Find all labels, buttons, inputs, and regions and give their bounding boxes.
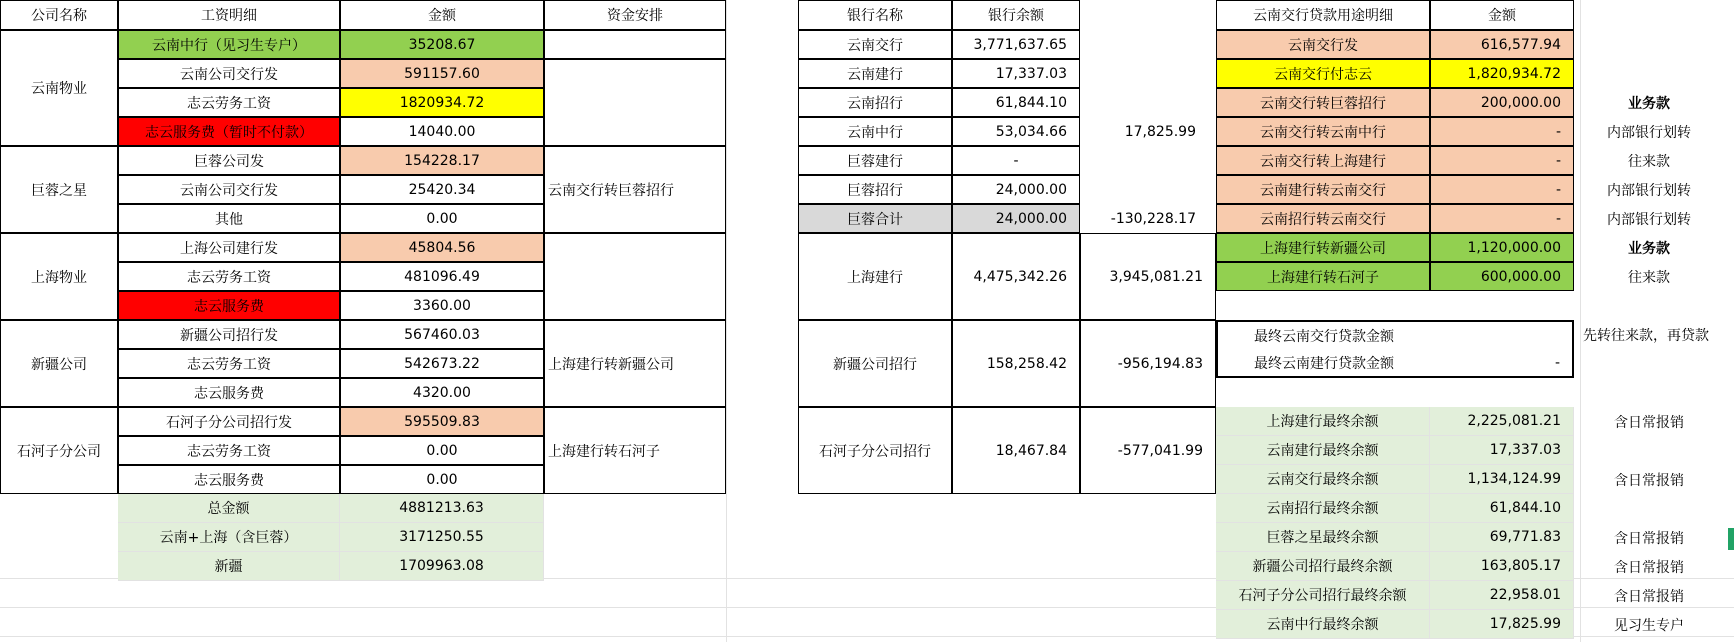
final-balance-amount[interactable]: 163,805.17: [1430, 552, 1574, 581]
total-amount-cell[interactable]: 1709963.08: [340, 552, 544, 581]
bank-balance-cell[interactable]: 24,000.00: [952, 204, 1080, 233]
final-balance-label[interactable]: 新疆公司招行最终余额: [1216, 552, 1430, 581]
amount-cell[interactable]: 14040.00: [340, 117, 544, 146]
final-balance-amount[interactable]: 69,771.83: [1430, 523, 1574, 552]
final-balance-label[interactable]: 云南交行最终余额: [1216, 465, 1430, 494]
detail-cell[interactable]: 志云服务费（暂时不付款）: [118, 117, 340, 146]
header-bank-balance[interactable]: 银行余额: [952, 0, 1080, 30]
detail-cell[interactable]: 其他: [118, 204, 340, 233]
final-balance-label[interactable]: 云南招行最终余额: [1216, 494, 1430, 523]
final-balance-note[interactable]: 含日常报销: [1614, 559, 1684, 576]
company-cell[interactable]: 上海物业: [0, 233, 118, 320]
bank-name-cell[interactable]: 巨蓉合计: [798, 204, 952, 233]
arrangement-cell[interactable]: 云南交行转巨蓉招行: [544, 146, 726, 233]
detail-cell[interactable]: 云南公司交行发: [118, 59, 340, 88]
loan-usage-cell[interactable]: 云南交行转上海建行: [1216, 146, 1430, 175]
loan-amount-cell[interactable]: 200,000.00: [1430, 88, 1574, 117]
final-balance-note[interactable]: 含日常报销: [1614, 414, 1684, 431]
loan-usage-cell[interactable]: 云南交行转云南中行: [1216, 117, 1430, 146]
final-loan-label[interactable]: 最终云南建行贷款金额: [1254, 355, 1394, 372]
arrangement-cell[interactable]: [544, 233, 726, 320]
final-balance-note[interactable]: [1574, 494, 1724, 523]
amount-cell[interactable]: 1820934.72: [340, 88, 544, 117]
header-amount[interactable]: 金额: [340, 0, 544, 30]
amount-cell[interactable]: 595509.83: [340, 407, 544, 436]
loan-amount-cell[interactable]: 1,820,934.72: [1430, 59, 1574, 88]
detail-cell[interactable]: 新疆公司招行发: [118, 320, 340, 349]
bank-name-cell[interactable]: 云南招行: [798, 88, 952, 117]
loan-note-cell[interactable]: 业务款: [1628, 240, 1670, 257]
final-balance-label[interactable]: 巨蓉之星最终余额: [1216, 523, 1430, 552]
final-balance-amount[interactable]: 61,844.10: [1430, 494, 1574, 523]
gridline: [726, 0, 727, 642]
detail-cell[interactable]: 石河子分公司招行发: [118, 407, 340, 436]
loan-note-cell[interactable]: 内部银行划转: [1607, 211, 1691, 228]
bank-name-cell[interactable]: 巨蓉招行: [798, 175, 952, 204]
amount-cell[interactable]: 25420.34: [340, 175, 544, 204]
bank-balance-cell[interactable]: 18,467.84: [952, 407, 1080, 494]
bank-diff-cell[interactable]: 3,945,081.21: [1080, 233, 1216, 320]
bank-balance-cell[interactable]: 3,771,637.65: [952, 30, 1080, 59]
loan-amount-cell[interactable]: -: [1430, 146, 1574, 175]
company-cell[interactable]: 云南物业: [0, 30, 118, 146]
bank-balance-cell[interactable]: 17,337.03: [952, 59, 1080, 88]
total-label-cell[interactable]: 新疆: [118, 552, 340, 581]
amount-cell[interactable]: 45804.56: [340, 233, 544, 262]
amount-cell[interactable]: 0.00: [340, 436, 544, 465]
detail-cell[interactable]: 云南公司交行发: [118, 175, 340, 204]
final-loan-amount[interactable]: -: [1554, 354, 1560, 371]
bank-diff-cell[interactable]: -577,041.99: [1080, 407, 1216, 494]
header-salary-detail[interactable]: 工资明细: [118, 0, 340, 30]
bank-name-cell[interactable]: 上海建行: [798, 233, 952, 320]
loan-amount-cell[interactable]: 616,577.94: [1430, 30, 1574, 59]
loan-note-cell[interactable]: 往来款: [1628, 153, 1670, 170]
fill-handle[interactable]: [1728, 528, 1734, 550]
detail-cell[interactable]: 志云劳务工资: [118, 88, 340, 117]
final-balance-note[interactable]: 见习生专户: [1614, 617, 1684, 634]
detail-cell[interactable]: 巨蓉公司发: [118, 146, 340, 175]
detail-cell[interactable]: 志云劳务工资: [118, 262, 340, 291]
bank-name-cell[interactable]: 云南交行: [798, 30, 952, 59]
loan-usage-cell[interactable]: 云南招行转云南交行: [1216, 204, 1430, 233]
company-cell[interactable]: 巨蓉之星: [0, 146, 118, 233]
bank-balance-cell[interactable]: -: [952, 146, 1080, 175]
bank-balance-cell[interactable]: 24,000.00: [952, 175, 1080, 204]
final-balance-amount[interactable]: 1,134,124.99: [1430, 465, 1574, 494]
header-loan-amount[interactable]: 金额: [1430, 0, 1574, 30]
company-cell[interactable]: 新疆公司: [0, 320, 118, 407]
header-bank-name[interactable]: 银行名称: [798, 0, 952, 30]
detail-cell[interactable]: 志云劳务工资: [118, 436, 340, 465]
header-company-name[interactable]: 公司名称: [0, 0, 118, 30]
bank-balance-cell[interactable]: 4,475,342.26: [952, 233, 1080, 320]
bank-balance-cell[interactable]: 158,258.42: [952, 320, 1080, 407]
loan-usage-cell[interactable]: 云南建行转云南交行: [1216, 175, 1430, 204]
header-fund-arrangement[interactable]: 资金安排: [544, 0, 726, 30]
total-amount-cell[interactable]: 3171250.55: [340, 523, 544, 552]
amount-cell[interactable]: 567460.03: [340, 320, 544, 349]
final-loan-label[interactable]: 最终云南交行贷款金额: [1254, 328, 1394, 345]
loan-usage-cell[interactable]: 云南交行转巨蓉招行: [1216, 88, 1430, 117]
final-balance-label[interactable]: 云南建行最终余额: [1216, 436, 1430, 465]
bank-diff-cell[interactable]: 17,825.99: [1124, 123, 1196, 140]
final-loan-note[interactable]: 先转往来款，再贷款: [1583, 327, 1709, 344]
final-balance-amount[interactable]: 17,825.99: [1430, 610, 1574, 639]
amount-cell[interactable]: 542673.22: [340, 349, 544, 378]
company-cell[interactable]: 石河子分公司: [0, 407, 118, 494]
loan-usage-cell[interactable]: 云南交行发: [1216, 30, 1430, 59]
bank-diff-cell[interactable]: -956,194.83: [1080, 320, 1216, 407]
loan-amount-cell[interactable]: 1,120,000.00: [1430, 233, 1574, 262]
detail-cell[interactable]: 云南中行（见习生专户）: [118, 30, 340, 59]
loan-note-cell[interactable]: 内部银行划转: [1607, 124, 1691, 141]
detail-cell[interactable]: 志云服务费: [118, 291, 340, 320]
loan-amount-cell[interactable]: 600,000.00: [1430, 262, 1574, 291]
final-balance-label[interactable]: 上海建行最终余额: [1216, 407, 1430, 436]
amount-cell[interactable]: 0.00: [340, 204, 544, 233]
amount-cell[interactable]: 0.00: [340, 465, 544, 494]
final-balance-note[interactable]: [1574, 436, 1724, 465]
bank-balance-cell[interactable]: 53,034.66: [952, 117, 1080, 146]
final-balance-amount[interactable]: 17,337.03: [1430, 436, 1574, 465]
amount-cell[interactable]: 35208.67: [340, 30, 544, 59]
final-balance-label[interactable]: 云南中行最终余额: [1216, 610, 1430, 639]
arrangement-cell[interactable]: [544, 30, 726, 59]
loan-usage-cell[interactable]: 上海建行转新疆公司: [1216, 233, 1430, 262]
loan-amount-cell[interactable]: -: [1430, 204, 1574, 233]
detail-cell[interactable]: 志云劳务工资: [118, 349, 340, 378]
arrangement-cell[interactable]: 上海建行转新疆公司: [544, 320, 726, 407]
amount-cell[interactable]: 3360.00: [340, 291, 544, 320]
detail-cell[interactable]: 上海公司建行发: [118, 233, 340, 262]
final-balance-amount[interactable]: 2,225,081.21: [1430, 407, 1574, 436]
amount-cell[interactable]: 154228.17: [340, 146, 544, 175]
loan-note-cell[interactable]: 业务款: [1628, 95, 1670, 112]
loan-amount-cell[interactable]: -: [1430, 117, 1574, 146]
final-balance-note[interactable]: 含日常报销: [1614, 530, 1684, 547]
loan-usage-cell[interactable]: 云南交行付志云: [1216, 59, 1430, 88]
final-balance-note[interactable]: 含日常报销: [1614, 472, 1684, 489]
final-balance-label[interactable]: 石河子分公司招行最终余额: [1216, 581, 1430, 610]
amount-cell[interactable]: 481096.49: [340, 262, 544, 291]
final-balance-amount[interactable]: 22,958.01: [1430, 581, 1574, 610]
total-label-cell[interactable]: 总金额: [118, 494, 340, 523]
detail-cell[interactable]: 志云服务费: [118, 465, 340, 494]
loan-note-cell[interactable]: 往来款: [1628, 269, 1670, 286]
bank-name-cell[interactable]: 云南建行: [798, 59, 952, 88]
total-amount-cell[interactable]: 4881213.63: [340, 494, 544, 523]
detail-cell[interactable]: 志云服务费: [118, 378, 340, 407]
final-balance-note[interactable]: 含日常报销: [1614, 588, 1684, 605]
loan-usage-cell[interactable]: 上海建行转石河子: [1216, 262, 1430, 291]
bank-balance-cell[interactable]: 61,844.10: [952, 88, 1080, 117]
bank-name-cell[interactable]: 云南中行: [798, 117, 952, 146]
amount-cell[interactable]: 591157.60: [340, 59, 544, 88]
amount-cell[interactable]: 4320.00: [340, 378, 544, 407]
loan-amount-cell[interactable]: -: [1430, 175, 1574, 204]
header-loan-usage[interactable]: 云南交行贷款用途明细: [1216, 0, 1430, 30]
loan-note-cell[interactable]: 内部银行划转: [1607, 182, 1691, 199]
arrangement-cell[interactable]: [544, 59, 726, 146]
bank-name-cell[interactable]: 巨蓉建行: [798, 146, 952, 175]
bank-name-cell[interactable]: 新疆公司招行: [798, 320, 952, 407]
bank-name-cell[interactable]: 石河子分公司招行: [798, 407, 952, 494]
total-label-cell[interactable]: 云南+上海（含巨蓉）: [118, 523, 340, 552]
bank-diff-cell[interactable]: -130,228.17: [1110, 210, 1196, 227]
arrangement-cell[interactable]: 上海建行转石河子: [544, 407, 726, 494]
final-loan-amount[interactable]: [1430, 322, 1572, 349]
